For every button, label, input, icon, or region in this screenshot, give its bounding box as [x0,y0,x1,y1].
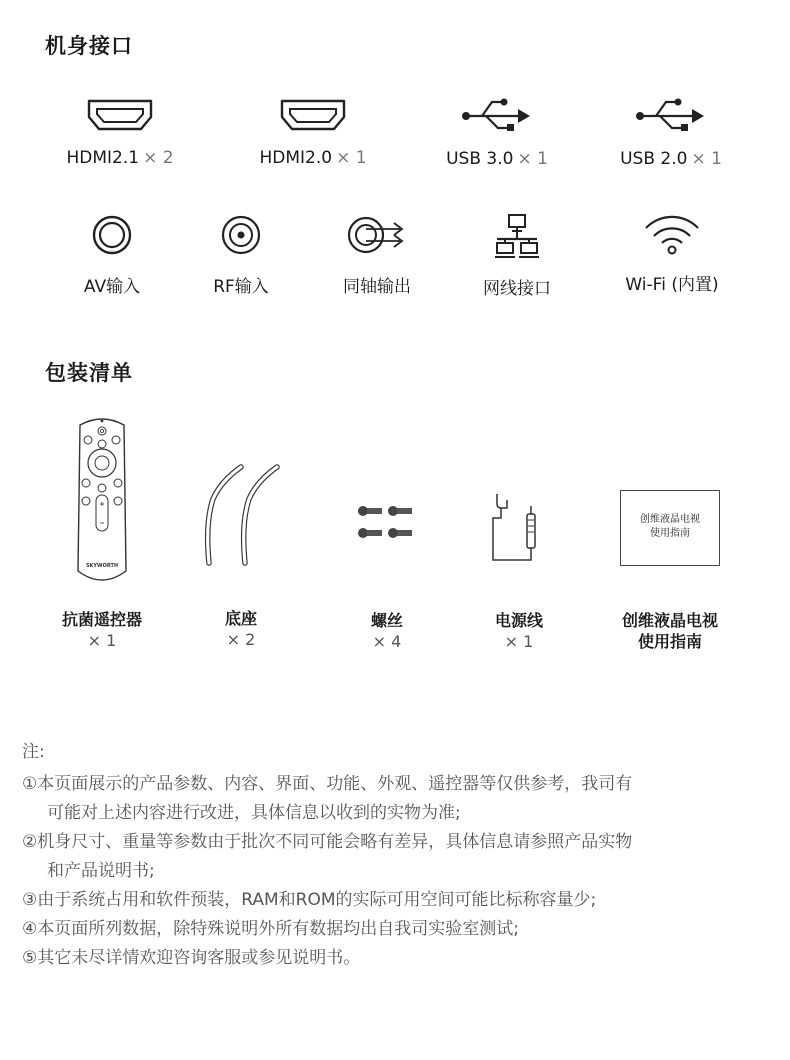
port-count: × 2 [143,148,174,168]
note-line-continued: 可能对上述内容进行改进，具体信息以收到的实物为准; [47,803,461,823]
note-line: ⑤其它未尽详情欢迎咨询客服或参见说明书。 [22,948,361,968]
port-label: HDMI2.0 [259,148,333,168]
port-hdmi20 [238,97,388,168]
usb-icon [634,96,708,136]
package-item-name: 抗菌遥控器 [61,610,142,629]
port-hdmi21 [45,97,195,168]
package-item-qty: × 2 [226,630,256,649]
package-item-name: 电源线 [494,611,543,630]
usb-icon [460,96,534,136]
notes-heading: 注: [22,742,45,762]
port-label: 网线接口 [483,279,551,299]
section-title-interfaces: 机身接口 [45,34,133,58]
package-item-remote [27,413,177,651]
section-title-package: 包装清单 [45,361,133,385]
manual-icon [620,490,720,566]
manual-cover-line1: 创维液晶电视 [640,514,700,525]
port-ethernet [442,212,592,299]
package-item-qty: × 1 [87,631,117,650]
port-coaxial-output [302,213,452,297]
notes-block [22,738,772,973]
port-label: Wi-Fi (内置) [625,275,719,295]
port-label: AV输入 [83,277,141,297]
package-item-name: 底座 [224,609,257,628]
port-label: HDMI2.1 [66,148,140,168]
ethernet-icon [494,212,540,260]
remote-brand-label: SKYWORTH [85,563,119,569]
manual-cover-line2: 使用指南 [650,528,690,539]
port-label: RF输入 [213,277,269,297]
package-item-stand [166,463,316,650]
package-item-name-line2: 使用指南 [637,632,702,651]
coaxial-icon [344,213,410,257]
port-count: × 1 [691,149,722,169]
note-line: ③由于系统占用和软件预装，RAM和ROM的实际可用空间可能比标称容量少; [22,890,597,910]
rf-jack-icon [219,213,263,257]
package-item-name: 创维液晶电视 [621,611,718,630]
package-item-qty: × 4 [372,632,402,651]
port-label: 同轴输出 [343,277,411,297]
package-item-qty: × 1 [504,632,534,651]
port-usb20 [596,96,746,169]
port-rf-input [166,213,316,297]
hdmi-icon [278,97,348,133]
note-line-continued: 和产品说明书; [47,861,155,881]
package-item-name: 螺丝 [370,611,403,630]
note-line: ④本页面所列数据，除特殊说明外所有数据均出自我司实验室测试; [22,919,519,939]
av-jack-icon [90,213,134,257]
package-item-manual [595,490,745,652]
package-item-power-cord [444,488,594,652]
screw-icon [356,500,418,544]
port-usb30 [422,96,572,169]
port-wifi [597,212,747,295]
port-av-input [37,213,187,297]
hdmi-icon [85,97,155,133]
stand-icon [201,463,281,567]
note-line: ②机身尺寸、重量等参数由于批次不同可能会略有差异，具体信息请参照产品实物 [22,832,633,852]
port-count: × 1 [517,149,548,169]
port-count: × 1 [336,148,367,168]
power-cord-icon [487,488,551,568]
remote-control-icon [70,413,134,591]
port-label: USB 3.0 [446,149,514,169]
note-line: ①本页面展示的产品参数、内容、界面、功能、外观、遥控器等仅供参考，我司有 [22,774,633,794]
port-label: USB 2.0 [620,149,688,169]
wifi-icon [642,212,702,256]
package-item-screws [312,500,462,652]
